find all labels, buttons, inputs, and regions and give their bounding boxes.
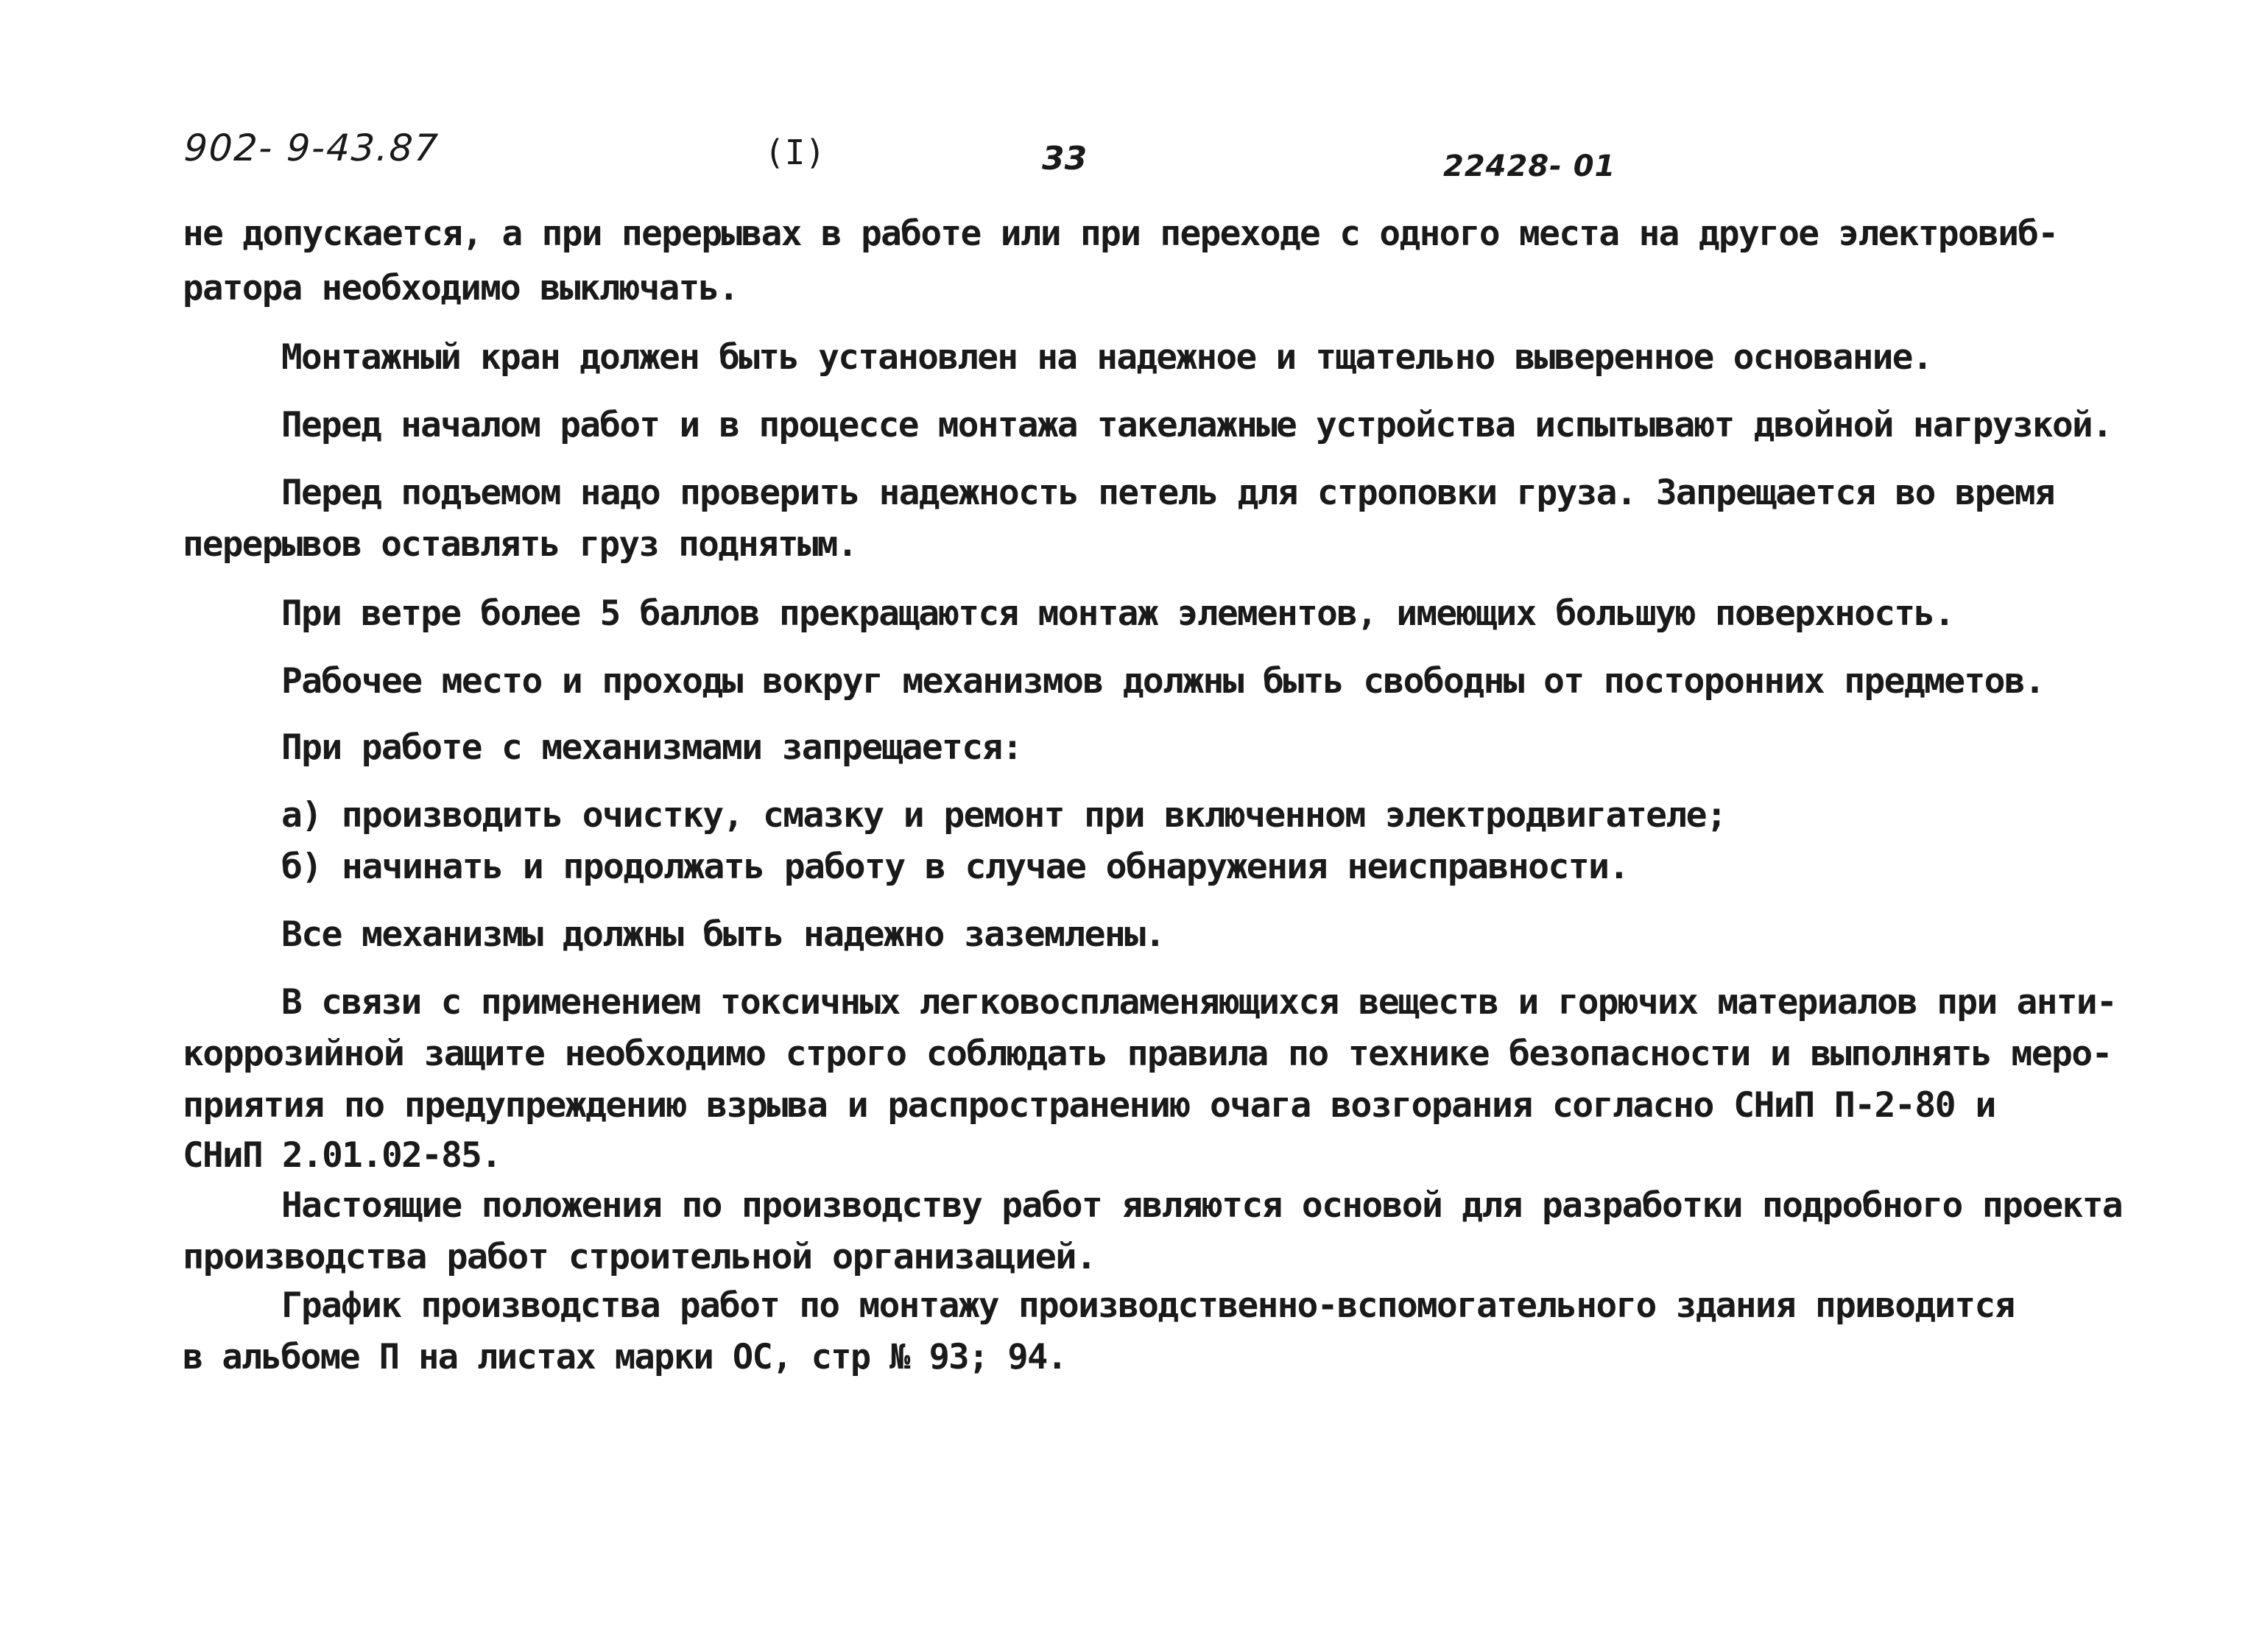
- body-line: Перед подъемом надо проверить надежность петель для строповки груза. Запрещается во время: [281, 473, 2054, 513]
- inventory-number: 22428- 01: [1443, 149, 1616, 183]
- body-line: производства работ строительной организацией.: [183, 1237, 1096, 1277]
- body-line: Монтажный кран должен быть установлен на надежное и тщательно выверенное основание.: [281, 337, 1932, 378]
- body-line: перерывов оставлять груз поднятым.: [183, 524, 857, 565]
- body-line: Настоящие положения по производству работ являются основой для разработки подробного проекта: [281, 1185, 2123, 1226]
- body-line: Перед началом работ и в процессе монтажа такелажные устройства испытывают двойной нагрузкой.: [281, 405, 2113, 445]
- body-line: При работе с механизмами запрещается:: [281, 727, 1022, 768]
- body-line: а) производить очистку, смазку и ремонт при включенном электродвигателе;: [281, 795, 1727, 836]
- body-line: коррозийной защите необходимо строго соблюдать правила по технике безопасности и выполнять меро-: [183, 1034, 2112, 1074]
- body-line: Все механизмы должны быть надежно заземлены.: [281, 914, 1165, 955]
- body-line: б) начинать и продолжать работу в случае обнаружения неисправности.: [281, 847, 1629, 887]
- page-number: 33: [1042, 140, 1088, 177]
- body-line: При ветре более 5 баллов прекращаются монтаж элементов, имеющих большую поверхность.: [281, 593, 1954, 634]
- body-line: Рабочее место и проходы вокруг механизмов должны быть свободны от посторонних предметов.: [281, 661, 2045, 702]
- body-line: не допускается, а при перерывах в работе или при переходе с одного места на другое электровиб-: [183, 213, 2058, 254]
- body-line: в альбоме П на листах марки ОС, стр № 93; 94.: [183, 1337, 1067, 1377]
- body-line: ратора необходимо выключать.: [183, 268, 739, 308]
- body-line: приятия по предупреждению взрыва и распространению очага возгорания согласно СНиП П-2-80 и: [183, 1085, 1995, 1126]
- body-line: График производства работ по монтажу производственно-вспомогательного здания приводится: [281, 1285, 2015, 1326]
- body-line: В связи с применением токсичных легковоспламеняющихся веществ и горючих материалов при анти-: [281, 982, 2117, 1023]
- part-number: (I): [764, 133, 826, 172]
- document-code: 902- 9-43.87: [183, 127, 440, 169]
- body-line: СНиП 2.01.02-85.: [183, 1135, 501, 1176]
